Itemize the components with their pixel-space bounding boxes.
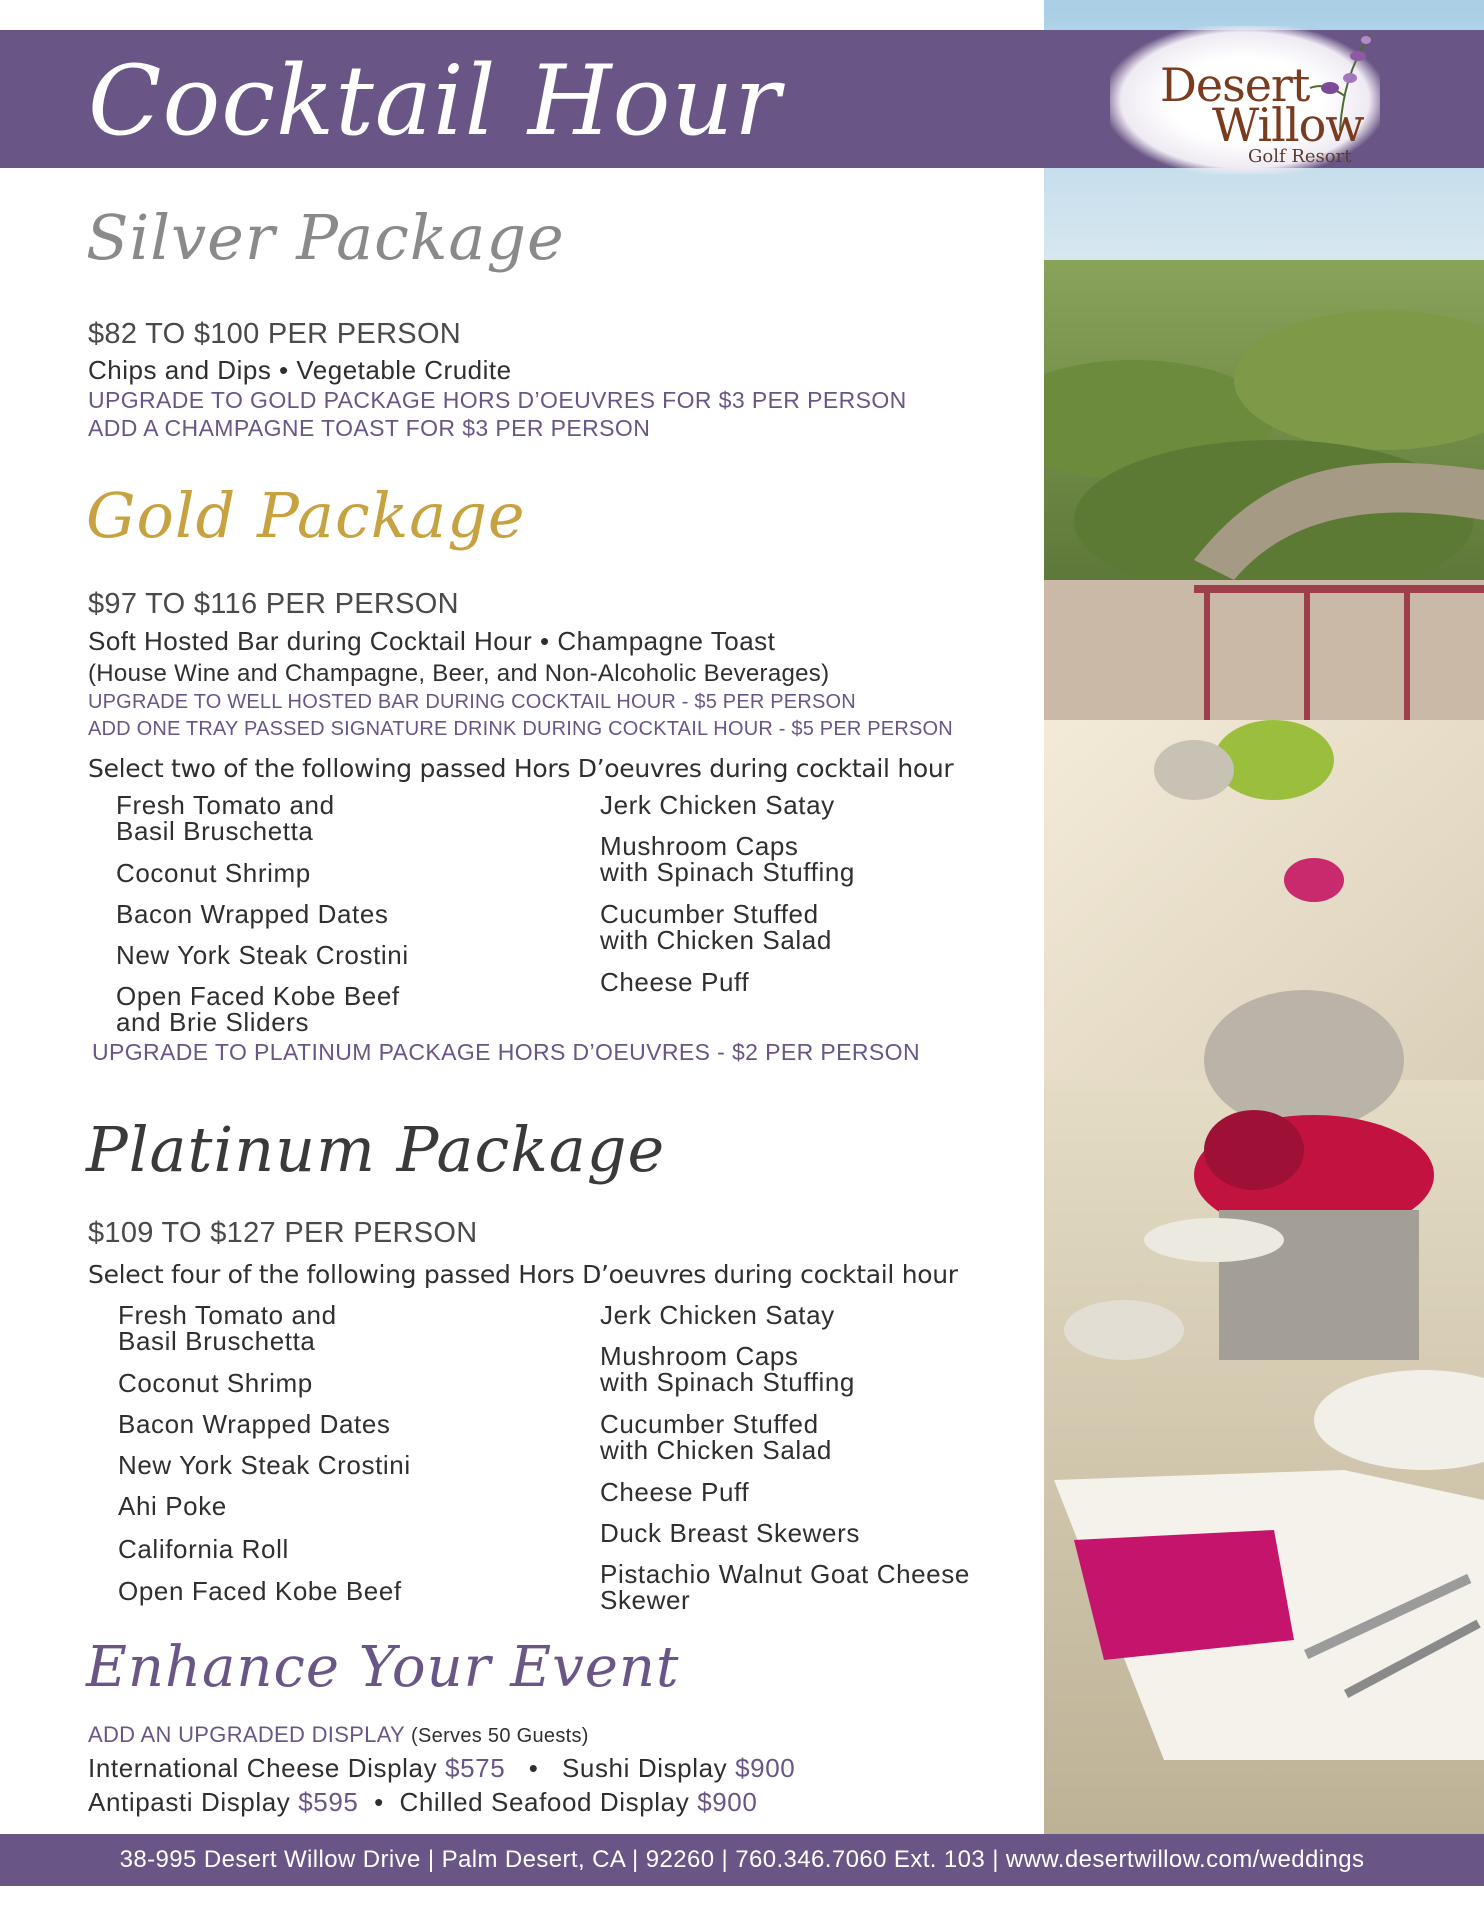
logo-subtitle: Golf Resort xyxy=(1248,146,1352,167)
gold-item: Fresh Tomato and Basil Bruschetta xyxy=(116,790,335,846)
desert-willow-logo xyxy=(1110,26,1380,174)
display-row xyxy=(88,1753,795,1784)
platinum-item: Cheese Puff xyxy=(600,1477,750,1507)
platinum-item: Mushroom Caps with Spinach Stuffing xyxy=(600,1341,855,1397)
display-row xyxy=(88,1787,757,1818)
display-name: Antipasti Display xyxy=(88,1787,291,1817)
gold-package-heading: Gold Package xyxy=(86,479,526,552)
gold-upgrade-bar: UPGRADE TO WELL HOSTED BAR DURING COCKTAIL HOUR - $5 PER PERSON xyxy=(88,691,856,713)
platinum-item: Fresh Tomato and Basil Bruschetta xyxy=(118,1300,337,1356)
platinum-item: California Roll xyxy=(118,1534,289,1564)
silver-package-heading: Silver Package xyxy=(86,201,565,274)
gold-item: Coconut Shrimp xyxy=(116,858,311,888)
platinum-item: Jerk Chicken Satay xyxy=(600,1300,835,1330)
platinum-item: Duck Breast Skewers xyxy=(600,1518,860,1548)
logo-wordmark-desert: Desert xyxy=(1160,58,1310,112)
display-serves-note: (Serves 50 Guests) xyxy=(411,1725,589,1747)
platinum-item: Cucumber Stuffed with Chicken Salad xyxy=(600,1409,832,1465)
silver-includes: Chips and Dips • Vegetable Crudite xyxy=(88,355,512,385)
gold-price: $97 TO $116 PER PERSON xyxy=(88,588,459,620)
gold-select-instruction: Select two of the following passed Hors D’oeuvres during cocktail hour xyxy=(88,754,954,783)
display-price: $575 xyxy=(445,1753,506,1783)
display-name: Sushi Display xyxy=(561,1753,728,1783)
silver-price: $82 TO $100 PER PERSON xyxy=(88,318,462,350)
bullet-separator: • xyxy=(513,1753,555,1783)
gold-item: Open Faced Kobe Beef and Brie Sliders xyxy=(116,981,400,1037)
platinum-item: Pistachio Walnut Goat Cheese Skewer xyxy=(600,1559,970,1615)
platinum-item: Coconut Shrimp xyxy=(118,1368,313,1398)
enhance-event-heading: Enhance Your Event xyxy=(86,1635,680,1700)
platinum-select-instruction: Select four of the following passed Hors D’oeuvres during cocktail hour xyxy=(88,1260,958,1289)
display-upgrade-title: ADD AN UPGRADED DISPLAY xyxy=(88,1722,405,1747)
logo-wordmark-willow: Willow xyxy=(1212,98,1364,152)
gold-item: Cucumber Stuffed with Chicken Salad xyxy=(600,899,832,955)
display-price: $900 xyxy=(697,1787,758,1817)
display-name: Chilled Seafood Display xyxy=(399,1787,690,1817)
gold-upgrade-platinum: UPGRADE TO PLATINUM PACKAGE HORS D’OEUVRES - $2 PER PERSON xyxy=(92,1039,920,1065)
display-price: $900 xyxy=(735,1753,796,1783)
footer-contact: 38-995 Desert Willow Drive | Palm Desert, CA | 92260 | 760.346.7060 Ext. 103 | www.desertwillow.com/weddings xyxy=(119,1846,1365,1873)
event-photo xyxy=(1044,0,1484,1834)
silver-upgrade-gold: UPGRADE TO GOLD PACKAGE HORS D’OEUVRES FOR $3 PER PERSON xyxy=(88,387,907,413)
gold-includes-note: (House Wine and Champagne, Beer, and Non-Alcoholic Beverages) xyxy=(88,660,830,687)
platinum-item: Bacon Wrapped Dates xyxy=(118,1409,391,1439)
platinum-package-heading: Platinum Package xyxy=(86,1113,666,1186)
gold-item: New York Steak Crostini xyxy=(116,940,409,970)
display-upgrade-label xyxy=(88,1722,589,1748)
platinum-item: Ahi Poke xyxy=(118,1491,227,1521)
platinum-price: $109 TO $127 PER PERSON xyxy=(88,1217,478,1249)
gold-item: Mushroom Caps with Spinach Stuffing xyxy=(600,831,855,887)
page-title: Cocktail Hour xyxy=(88,45,782,157)
display-price: $595 xyxy=(298,1787,359,1817)
display-name: International Cheese Display xyxy=(88,1753,438,1783)
gold-item: Jerk Chicken Satay xyxy=(600,790,835,820)
gold-item: Bacon Wrapped Dates xyxy=(116,899,389,929)
gold-item: Cheese Puff xyxy=(600,967,750,997)
platinum-item: Open Faced Kobe Beef xyxy=(118,1576,402,1606)
gold-signature-drink: ADD ONE TRAY PASSED SIGNATURE DRINK DURING COCKTAIL HOUR - $5 PER PERSON xyxy=(88,718,953,740)
gold-includes: Soft Hosted Bar during Cocktail Hour • Champagne Toast xyxy=(88,626,776,656)
silver-champagne-toast: ADD A CHAMPAGNE TOAST FOR $3 PER PERSON xyxy=(88,415,651,441)
bullet-separator: • xyxy=(366,1787,392,1817)
platinum-item: New York Steak Crostini xyxy=(118,1450,411,1480)
